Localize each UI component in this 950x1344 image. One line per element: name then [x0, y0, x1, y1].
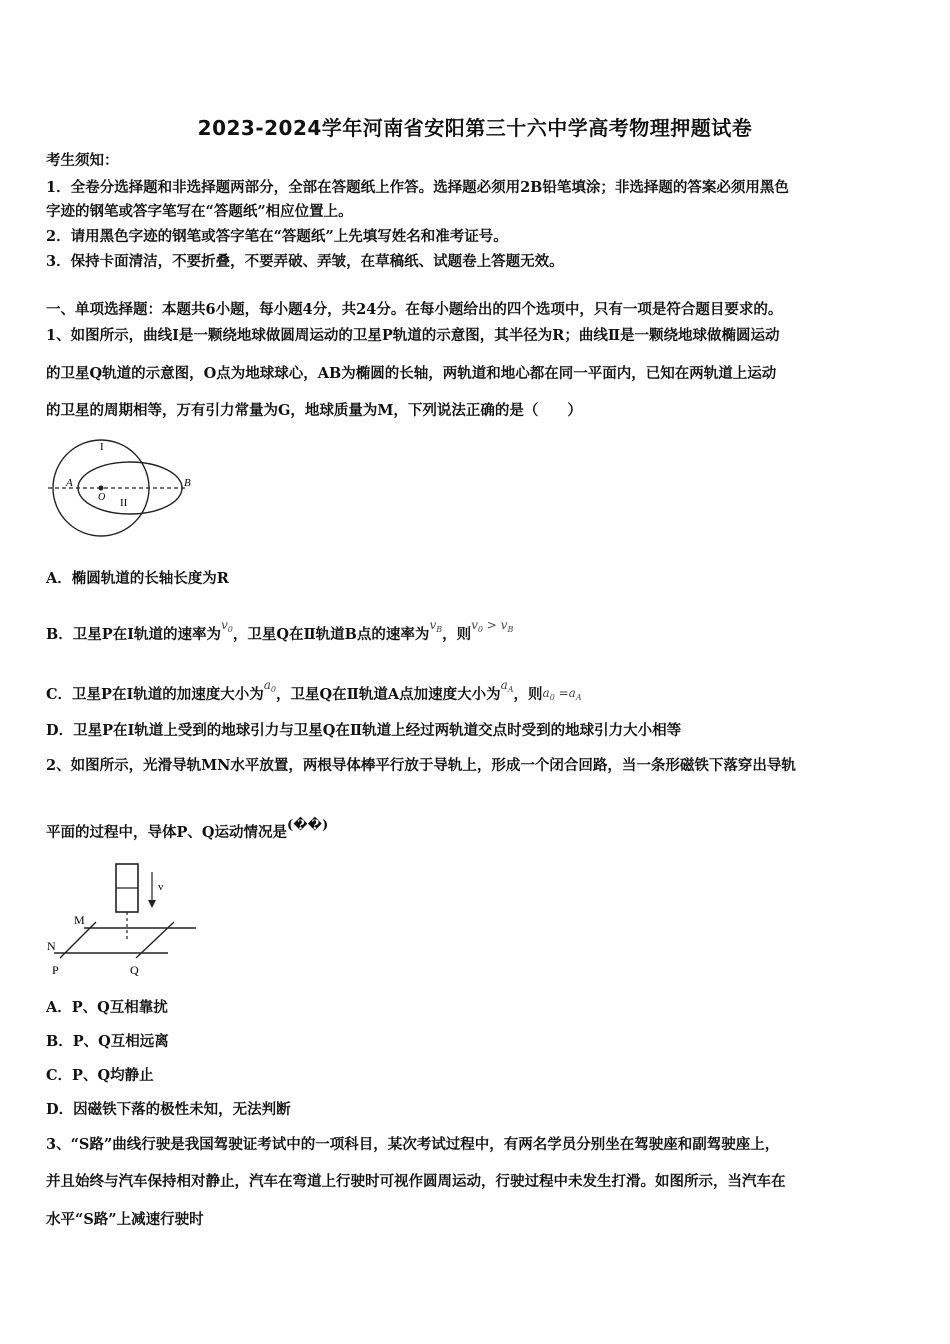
earth-center-dot [99, 486, 104, 491]
notice-line-2: 2．请用黑色字迹的钢笔或答字笔在“答题纸”上先填写姓名和准考证号。 [46, 228, 508, 245]
label-M: M [74, 913, 85, 927]
section-heading: 一、单项选择题：本题共6小题，每小题4分，共24分。在每小题给出的四个选项中，只有一项是符合题目要求的。 [46, 301, 783, 318]
label-v: v [158, 881, 164, 893]
q3-line-2: 并且始终与汽车保持相对静止，汽车在弯道上行驶时可视作圆周运动，行驶过程中未发生打滑。如图所示，当汽车在 [46, 1173, 786, 1190]
q1-line-1: 1、如图所示，曲线Ⅰ是一颗绕地球做圆周运动的卫星P轨道的示意图，其半径为R；曲线Ⅱ是一颗绕地球做椭圆运动 [46, 327, 780, 344]
q2-option-a: A．P、Q互相靠扰 [46, 999, 168, 1016]
q2-line-1: 2、如图所示，光滑导轨MN水平放置，两根导体棒平行放于导轨上，形成一个闭合回路，当一条形磁铁下落穿出导轨 [46, 757, 796, 774]
label-N: N [47, 939, 56, 953]
math-v0-gt-vB: v0 > vB [471, 618, 514, 634]
q2-option-d: D．因磁铁下落的极性未知，无法判断 [46, 1101, 291, 1118]
q2-line-2 [46, 817, 328, 842]
velocity-arrow-head [148, 900, 156, 908]
math-a0-eq-aA: $a_0 =a_A$ [542, 686, 582, 702]
math-aA: aA [500, 678, 514, 694]
q2-line-2-tail: (��) [287, 818, 329, 833]
label-P: P [52, 963, 59, 977]
label-II: II [120, 497, 128, 509]
label-A: A [66, 477, 73, 489]
label-Q: Q [130, 963, 139, 977]
label-O: O [98, 492, 106, 503]
q1-option-c [46, 676, 582, 707]
label-B: B [184, 477, 191, 489]
q1-line-3: 的卫星的周期相等，万有引力常量为G，地球质量为M，下列说法正确的是（ ） [46, 402, 582, 419]
notice-line-1a: 1．全卷分选择题和非选择题两部分，全部在答题纸上作答。选择题必须用2B铅笔填涂；非选择题的答案必须用黑色 [46, 179, 789, 196]
q1-option-a: A．椭圆轨道的长轴长度为R [46, 570, 229, 587]
q2-option-b: B．P、Q互相远离 [46, 1033, 169, 1050]
label-I: I [100, 441, 104, 453]
q2-line-2-text: 平面的过程中，导体P、Q运动情况是 [46, 824, 288, 841]
q1-option-c-text-1: C．卫星P在Ⅰ轨道的加速度大小为 [46, 686, 264, 703]
q1-line-2: 的卫星Q轨道的示意图，O点为地球球心，AB为椭圆的长轴，两轨道和地心都在同一平面内，已知在两轨道上运动 [46, 365, 777, 382]
q1-option-c-text-2: ，卫星Q在Ⅱ轨道A点加速度大小为 [275, 686, 501, 703]
q1-option-b-text-3: ，则 [442, 626, 472, 643]
q1-option-b-text-2: ，卫星Q在Ⅱ轨道B点的速率为 [232, 626, 430, 643]
q1-option-d: D．卫星P在Ⅰ轨道上受到的地球引力与卫星Q在Ⅱ轨道上经过两轨道交点时受到的地球引力大小相等 [46, 722, 682, 739]
q1-option-b [46, 616, 513, 644]
q2-option-c: C．P、Q均静止 [46, 1067, 154, 1084]
q1-option-b-text-1: B．卫星P在Ⅰ轨道的速率为 [46, 626, 221, 643]
q1-orbit-figure [46, 436, 206, 548]
q1-option-c-text-3: ，则 [513, 686, 543, 703]
notice-line-3: 3．保持卡面清洁，不要折叠，不要弄破、弄皱，在草稿纸、试题卷上答题无效。 [46, 253, 564, 270]
math-vB: vB [429, 618, 443, 634]
notice-line-1b: 字迹的钢笔或答字笔写在“答题纸”相应位置上。 [46, 203, 353, 220]
math-a0: a0 [263, 678, 276, 694]
page-title: 2023-2024学年河南省安阳第三十六中学高考物理押题试卷 [197, 116, 753, 140]
math-v0: v0 [220, 618, 233, 634]
q3-line-1: 3、“S路”曲线行驶是我国驾驶证考试中的一项科目，某次考试过程中，有两名学员分别坐在驾驶座和副驾驶座上， [46, 1136, 780, 1153]
q3-line-3: 水平“S路”上减速行驶时 [46, 1211, 204, 1228]
notice-heading: 考生须知： [46, 152, 119, 169]
q2-magnet-figure [44, 858, 204, 980]
